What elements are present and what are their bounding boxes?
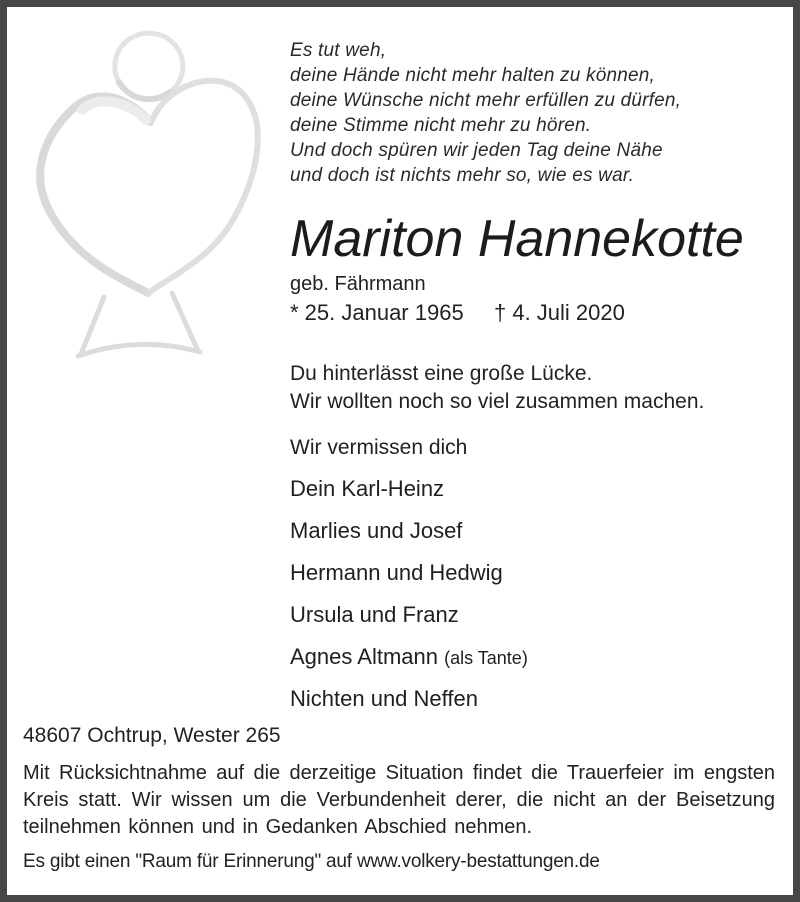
mourner-name: Dein Karl-Heinz (290, 476, 445, 501)
deceased-name: Mariton Hannekotte (290, 210, 744, 268)
farewell-message (290, 360, 785, 416)
mourner-name: Hermann und Hedwig (290, 560, 503, 585)
address-line: 48607 Ochtrup, Wester 265 (23, 724, 281, 747)
farewell-line: Wir wollten noch so viel zusammen machen. (290, 390, 705, 413)
mourners-list (290, 477, 785, 712)
farewell-line: Du hinterlässt eine große Lücke. (290, 362, 593, 385)
life-dates (290, 300, 785, 326)
angel-head-outline-shade (119, 82, 170, 99)
bottom-section (23, 723, 775, 873)
poem-line: und doch ist nichts mehr so, wie es war. (290, 165, 635, 186)
birth-date: * 25. Januar 1965 (290, 300, 464, 325)
mourner-name: Agnes Altmann (290, 644, 438, 669)
mourner-name: Nichten und Neffen (290, 686, 478, 711)
poem-line: deine Stimme nicht mehr zu hören. (290, 115, 592, 136)
mourner-item (290, 645, 785, 670)
angel-wing-left (40, 96, 150, 293)
angel-head-outline (115, 33, 183, 92)
poem-line: deine Hände nicht mehr halten zu können, (290, 65, 656, 86)
mourner-note: (als Tante) (444, 648, 528, 668)
mourner-name: Ursula und Franz (290, 602, 459, 627)
angel-skirt-hem (78, 344, 200, 356)
mourner-name: Marlies und Josef (290, 518, 463, 543)
poem-line: deine Wünsche nicht mehr erfüllen zu dürfen, (290, 90, 682, 111)
angel-figure-icon (20, 20, 282, 380)
mourner-item (290, 519, 785, 544)
funeral-notice: Mit Rücksichtnahme auf die derzeitige Situation findet die Trauerfeier im engsten Kreis statt. Wir wissen um die Verbundenheit derer, die nicht an der Beisetzung teilnehmen können und in Gedanken Abschied nehmen. (23, 762, 775, 838)
death-date: † 4. Juli 2020 (494, 300, 625, 325)
angel-wing-right (148, 81, 258, 293)
mourner-item (290, 687, 785, 712)
mourner-item (290, 603, 785, 628)
mourner-item (290, 477, 785, 502)
main-column (290, 38, 785, 712)
angel-skirt-right (172, 293, 198, 351)
mourner-item (290, 561, 785, 586)
poem-line: Es tut weh, (290, 40, 387, 61)
poem-line: Und doch spüren wir jeden Tag deine Nähe (290, 140, 663, 161)
angel-skirt-left (81, 297, 104, 354)
we-miss-you-line: Wir vermissen dich (290, 436, 468, 459)
maiden-name: geb. Fährmann (290, 273, 426, 295)
poem (290, 38, 785, 188)
memorial-room-line: Es gibt einen "Raum für Erinnerung" auf www.volkery-bestattungen.de (23, 851, 600, 872)
